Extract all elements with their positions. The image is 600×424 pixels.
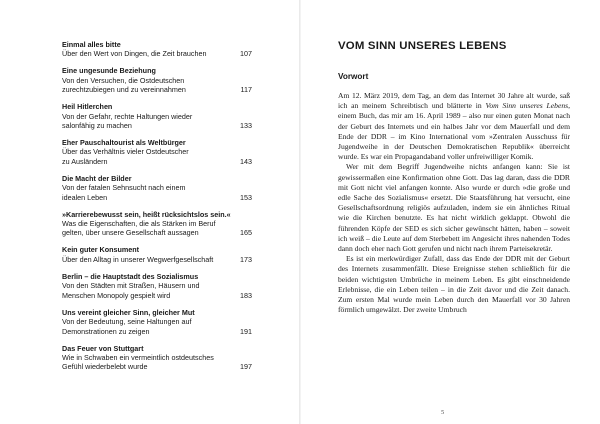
toc-entry-title: Kein guter Konsument <box>62 245 140 255</box>
toc-entry <box>62 344 252 372</box>
toc-entry-row <box>62 157 252 166</box>
toc-page-number: 165 <box>240 228 252 238</box>
toc-entry-subtitle: Menschen Monopoly gespielt wird <box>62 290 171 300</box>
toc-entry-row <box>62 147 252 156</box>
toc-entry-subtitle: Wie in Schwaben ein vermeintlich ostdeutsches <box>62 352 214 362</box>
toc-entry <box>62 138 252 166</box>
paragraph-1: Am 12. März 2019, dem Tag, an dem das Internet 30 Jahre alt wurde, saß ich an meinem Schreibtisch und blätterte in Vom Sinn unseres Lebens, einem Buch, das mir am 16. April 1989 – also nur einen guten Monat nach der Geburt des Internets und ein halbes Jahr vor dem Mauerfall und dem Ende der DDR – im Kino International vom »Zentralen Ausschuss für Jugendweihe in der Deutschen Demokratischen Republik« überreicht wurde. Es war ein Propagandaband voller unfreiwilliger Komik. <box>338 91 570 162</box>
page-number: 5 <box>441 409 445 416</box>
toc-entry-subtitle: Von der Gefahr, rechte Haltungen wieder <box>62 111 193 121</box>
toc-page-number: 173 <box>240 254 252 264</box>
toc-page-number: 191 <box>240 326 252 336</box>
toc-entry-row <box>62 327 252 336</box>
toc-entry-subtitle: Was die Eigenschaften, die als Stärken im Beruf <box>62 219 216 229</box>
toc-entry-title: »Karrierebewusst sein, heißt rücksichtslos sein.« <box>62 209 231 219</box>
toc-entry-row <box>62 255 252 264</box>
toc-entry-title: Einmal alles bitte <box>62 40 121 49</box>
toc-entry-subtitle: Gefühl wiederbelebt wurde <box>62 362 148 372</box>
toc-entry-subtitle: idealen Leben <box>62 192 108 202</box>
toc-entry-subtitle: gelten, über unsere Gesellschaft aussagen <box>62 228 199 238</box>
toc-page-number: 107 <box>240 49 252 59</box>
chapter-title: VOM SINN UNSERES LEBENS <box>338 40 507 52</box>
toc-entry-subtitle: Über den Alltag in unserer Wegwerfgesellschaft <box>62 254 214 264</box>
book-title-italic: Vom Sinn unseres Lebens <box>485 101 569 111</box>
toc-entry <box>62 272 252 300</box>
toc-entry-subtitle: salonfähig zu machen <box>62 121 132 131</box>
toc-entry <box>62 210 252 238</box>
right-page <box>338 40 570 315</box>
toc-entry <box>62 102 252 130</box>
toc-entry <box>62 40 252 59</box>
toc-entry-title: Das Feuer von Stuttgart <box>62 343 144 353</box>
toc-entry-subtitle: Demonstrationen zu zeigen <box>62 326 150 336</box>
toc-entry-row <box>62 353 252 362</box>
toc-page-number: 117 <box>240 85 252 95</box>
toc-entry-row <box>62 85 252 94</box>
toc-entry-row <box>62 183 252 192</box>
toc-entry-row <box>62 49 252 58</box>
toc-page-number: 143 <box>240 156 252 166</box>
toc-page-number: 133 <box>240 121 252 131</box>
toc-entry-title: Berlin – die Hauptstadt des Sozialismus <box>62 271 199 281</box>
toc-entry-subtitle: Von den Städten mit Straßen, Häusern und <box>62 281 200 291</box>
toc-entry-subtitle: Von den Versuchen, die Ostdeutschen <box>62 75 185 85</box>
toc-entry-row <box>62 112 252 121</box>
toc-entry-subtitle: Von der fatalen Sehnsucht nach einem <box>62 183 186 193</box>
toc-entry-row <box>62 291 252 300</box>
toc-entry-row <box>62 193 252 202</box>
toc-entry-row <box>62 317 252 326</box>
paragraph-3: Es ist ein merkwürdiger Zufall, dass das Ende der DDR mit der Geburt des Internets zusammenfällt. Diese Ereignisse stehen schließlich für die beiden wichtigsten Umbrüche in meinem Leben. Es gibt einschneidende Erlebnisse, die ein Leben teilen – in die Zeit davor und die Zeit danach. Zum ersten Mal wurde mein Leben durch den Mauerfall vor 30 Jahren förmlich umgewälzt. Der zweite Umbruch <box>338 254 570 315</box>
section-title: Vorwort <box>338 72 369 81</box>
toc-entry-row <box>62 362 252 371</box>
toc-entry <box>62 308 252 336</box>
toc-page-number: 197 <box>240 362 252 372</box>
toc-entry-title: Eine ungesunde Beziehung <box>62 66 156 76</box>
toc-entry-row <box>62 228 252 237</box>
toc-entry-title: Heil Hitlerchen <box>62 102 113 112</box>
toc-entry-subtitle: Von der Bedeutung, seine Haltungen auf <box>62 317 192 327</box>
toc-entry <box>62 66 252 94</box>
toc-page-number: 153 <box>240 192 252 202</box>
toc-entry <box>62 174 252 202</box>
toc-entry-row <box>62 219 252 228</box>
toc-entry-row <box>62 281 252 290</box>
toc-entry-subtitle: Über das Verhältnis vieler Ostdeutscher <box>62 147 189 157</box>
page-gutter <box>299 0 301 424</box>
toc-entry-subtitle: zurechtzubiegen und zu vereinnahmen <box>62 85 186 95</box>
toc-page-number: 183 <box>240 290 252 300</box>
toc-entry <box>62 245 252 264</box>
toc-entry-title: Uns vereint gleicher Sinn, gleicher Mut <box>62 307 195 317</box>
toc-entry-row <box>62 76 252 85</box>
table-of-contents <box>62 40 252 379</box>
body-text <box>338 91 570 315</box>
toc-entry-subtitle: Über den Wert von Dingen, die Zeit brauchen <box>62 49 207 59</box>
toc-entry-row <box>62 121 252 130</box>
toc-entry-title: Eher Pauschaltourist als Weltbürger <box>62 138 186 148</box>
toc-entry-title: Die Macht der Bilder <box>62 173 132 183</box>
paragraph-2: Wer mit dem Begriff Jugendweihe nichts anfangen kann: Sie ist gewissermaßen eine Konfirmation ohne Gott. Das lag daran, dass die DDR mit Gott nicht viel anfangen konnte. Also wurde er durch »die große und edle Sache des Sozialismus« ersetzt. Die Staatsführung hat versucht, eine Gesellschaftsordnung religiös aufzuladen, indem sie ein ähnliches Ritual wie die Kirchen benutzte. Es hat nicht wirklich geklappt. Obwohl die führenden Köpfe der SED es sich sicher gewünscht hätten, haben – soweit ich weiß – die Leute auf dem Sterbebett im Angesicht ihres nahenden Todes dann doch eher nach Gott gerufen und nicht nach ihrem Parteisekretär. <box>338 162 570 254</box>
toc-entry-subtitle: zu Ausländern <box>62 156 108 166</box>
